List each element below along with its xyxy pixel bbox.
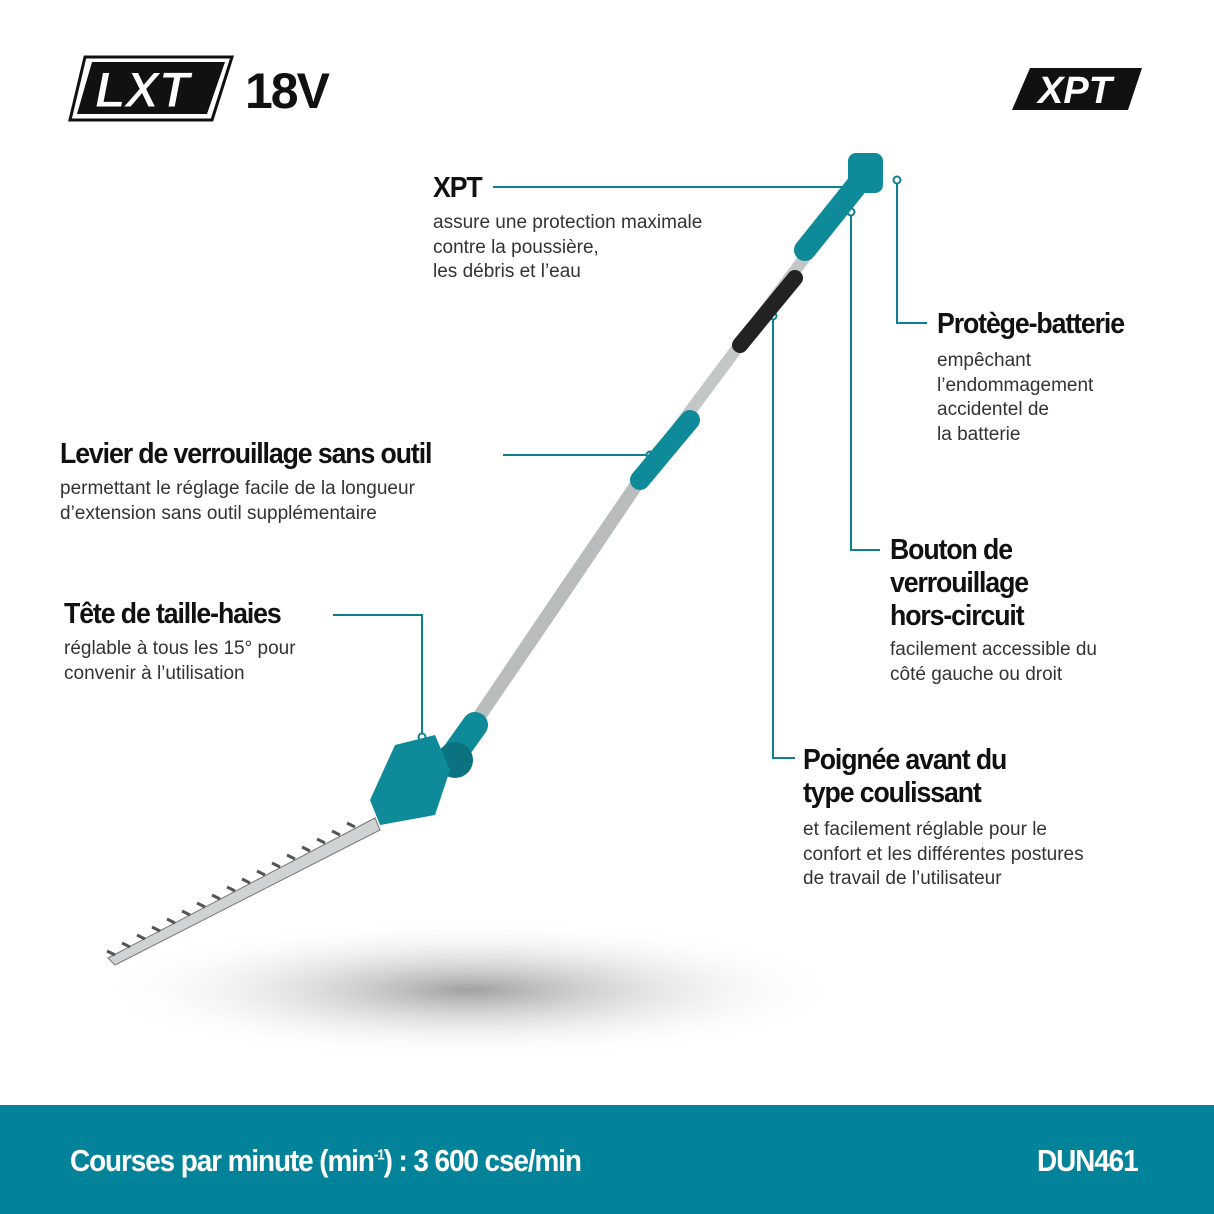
callout-title: Levier de verrouillage sans outil	[60, 438, 432, 470]
callout-title: verrouillage	[890, 567, 1028, 599]
callout-title: Poignée avant du	[803, 744, 1007, 776]
callout-text: convenir à l’utilisation	[64, 662, 245, 684]
voltage-label: 18V	[245, 63, 328, 119]
callout-text: réglable à tous les 15° pour	[64, 638, 296, 659]
callout-text: d’extension sans outil supplémentaire	[60, 502, 377, 524]
svg-text:LXT: LXT	[95, 62, 190, 118]
callout-trimmer-head	[64, 598, 300, 686]
callout-text: côté gauche ou droit	[890, 663, 1063, 685]
model-number: DUN461	[1037, 1143, 1138, 1178]
spec-prefix: Courses par minute (min	[70, 1143, 374, 1178]
spec-text	[70, 1143, 581, 1179]
callout-text: et facilement réglable pour le	[803, 819, 1047, 840]
callout-text: assure une protection maximale	[433, 212, 703, 233]
callout-front-grip	[803, 744, 1084, 892]
callout-title: type coulissant	[803, 777, 981, 809]
spec-suffix: ) : 3 600 cse/min	[383, 1143, 581, 1178]
callout-lock-off-button	[890, 534, 1097, 687]
callout-text: les débris et l’eau	[433, 261, 581, 282]
callout-xpt	[433, 172, 702, 285]
spec-footer	[0, 1105, 1214, 1214]
callout-text: permettant le réglage facile de la longueur	[60, 478, 415, 499]
callout-lock-lever	[60, 438, 464, 526]
callout-text: facilement accessible du	[890, 639, 1097, 660]
svg-text:XPT: XPT	[1038, 70, 1112, 112]
callout-text: la batterie	[937, 423, 1021, 445]
callout-title: Bouton de	[890, 534, 1012, 566]
callout-text: accidentel de	[937, 399, 1049, 420]
callout-text: confort et les différentes postures	[803, 843, 1084, 865]
callout-title: hors-circuit	[890, 600, 1024, 632]
callout-title: Protège-batterie	[937, 308, 1124, 340]
callout-battery-protector	[937, 308, 1140, 447]
spec-superscript: -1	[373, 1146, 384, 1164]
lxt-logo	[70, 57, 232, 120]
callout-text: contre la poussière,	[433, 236, 599, 258]
shadow	[90, 920, 850, 1060]
callout-text: de travail de l’utilisateur	[803, 868, 1002, 889]
callout-text: empêchant	[937, 350, 1032, 371]
callout-title: XPT	[433, 172, 482, 204]
callout-text: l’endommagement	[937, 374, 1094, 396]
callout-title: Tête de taille-haies	[64, 598, 281, 630]
xpt-logo	[1012, 68, 1142, 112]
